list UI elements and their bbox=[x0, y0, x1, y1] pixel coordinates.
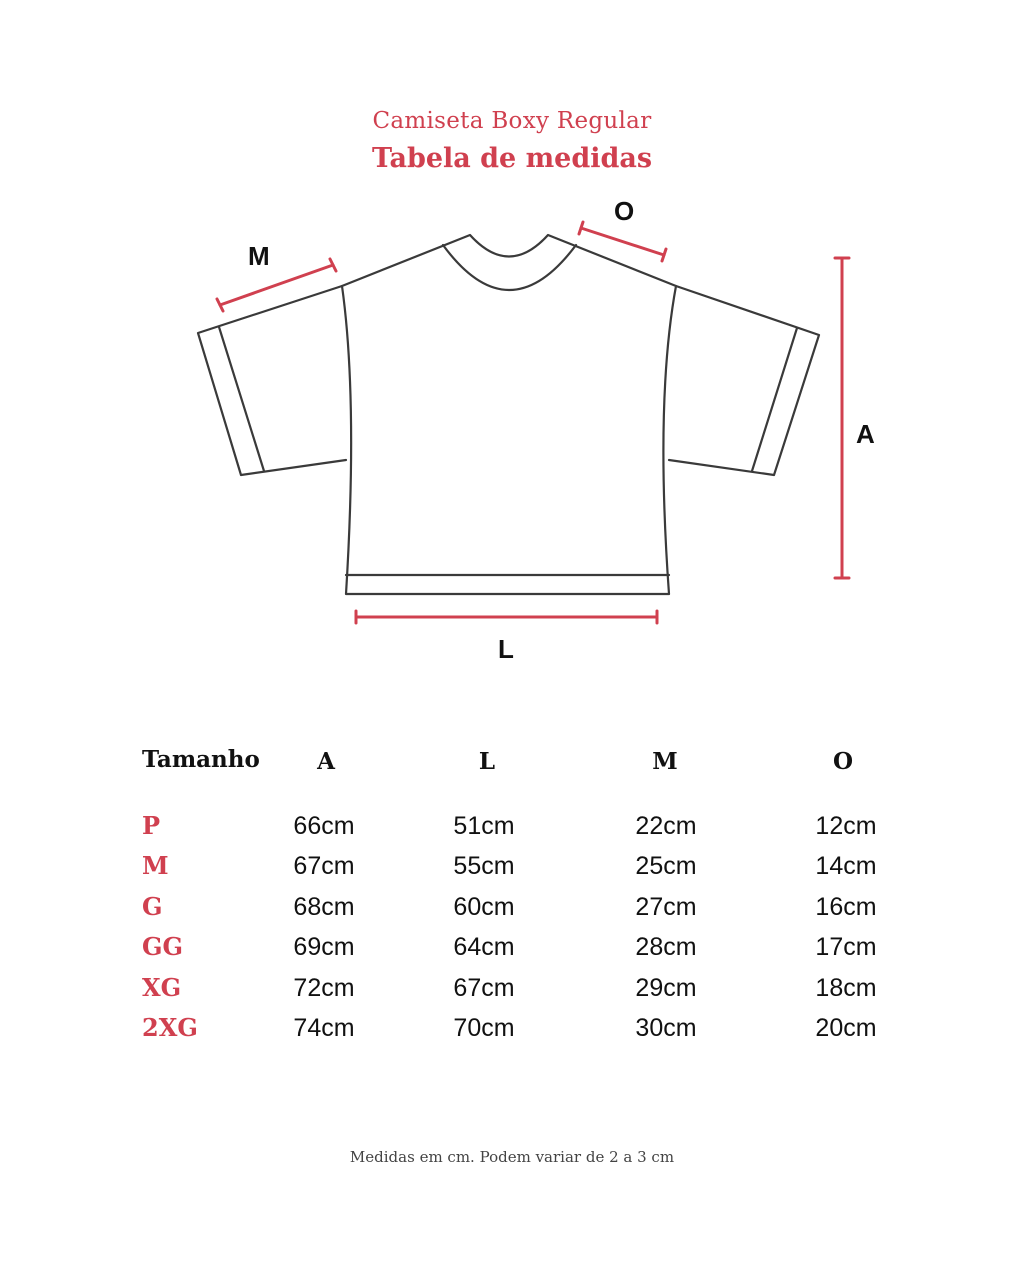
table-row-size: 2XG bbox=[142, 1013, 198, 1042]
measure-l-label: L bbox=[498, 634, 514, 664]
table-cell: 67cm bbox=[453, 974, 515, 1002]
tshirt-right-cuff-line bbox=[752, 328, 797, 471]
measure-o-line bbox=[581, 228, 664, 255]
tshirt-collar bbox=[443, 245, 576, 290]
table-cell: 20cm bbox=[815, 1014, 877, 1042]
tshirt-right-sleeve bbox=[669, 286, 819, 475]
chart-subtitle: Camiseta Boxy Regular bbox=[372, 108, 652, 134]
table-cell: 12cm bbox=[815, 812, 877, 840]
table-row-size: P bbox=[142, 811, 161, 840]
measure-m-line bbox=[220, 265, 333, 305]
table-header-size: Tamanho bbox=[142, 746, 260, 773]
table-header-l: L bbox=[478, 748, 496, 775]
table-cell: 14cm bbox=[815, 852, 877, 880]
table-cell: 67cm bbox=[293, 852, 355, 880]
table-cell: 68cm bbox=[293, 893, 355, 921]
table-cell: 70cm bbox=[453, 1014, 515, 1042]
table-header-m: M bbox=[652, 748, 678, 775]
footer-note: Medidas em cm. Podem variar de 2 a 3 cm bbox=[349, 1148, 675, 1166]
table-header-a: A bbox=[317, 748, 335, 775]
table-header-o: O bbox=[832, 748, 854, 775]
measurement-lines bbox=[217, 222, 849, 623]
table-row-size: XG bbox=[142, 973, 182, 1002]
tshirt-left-cuff-line bbox=[219, 327, 264, 471]
table-cell: 74cm bbox=[293, 1014, 355, 1042]
measure-a-label: A bbox=[856, 419, 875, 449]
table-row-size: GG bbox=[142, 932, 183, 961]
measure-m-label: M bbox=[248, 241, 270, 271]
table-cell: 28cm bbox=[635, 933, 697, 961]
table-cell: 16cm bbox=[815, 893, 877, 921]
table-row-size: M bbox=[142, 851, 169, 880]
table-cell: 51cm bbox=[453, 812, 515, 840]
table-cell: 72cm bbox=[293, 974, 355, 1002]
table-cell: 30cm bbox=[635, 1014, 697, 1042]
table-cell: 18cm bbox=[815, 974, 877, 1002]
table-cell: 66cm bbox=[293, 812, 355, 840]
table-cell: 27cm bbox=[635, 893, 697, 921]
table-cell: 17cm bbox=[815, 933, 877, 961]
table-cell: 29cm bbox=[635, 974, 697, 1002]
table-cell: 69cm bbox=[293, 933, 355, 961]
tshirt-left-sleeve bbox=[198, 286, 346, 475]
table-cell: 22cm bbox=[635, 812, 697, 840]
table-cell: 55cm bbox=[453, 852, 515, 880]
tshirt-outline bbox=[198, 235, 819, 594]
table-row-size: G bbox=[142, 892, 163, 921]
table-cell: 60cm bbox=[453, 893, 515, 921]
measure-o-label: O bbox=[614, 196, 635, 226]
table-cell: 25cm bbox=[635, 852, 697, 880]
tshirt-body bbox=[342, 235, 676, 594]
chart-title: Tabela de medidas bbox=[371, 143, 653, 174]
table-cell: 64cm bbox=[453, 933, 515, 961]
